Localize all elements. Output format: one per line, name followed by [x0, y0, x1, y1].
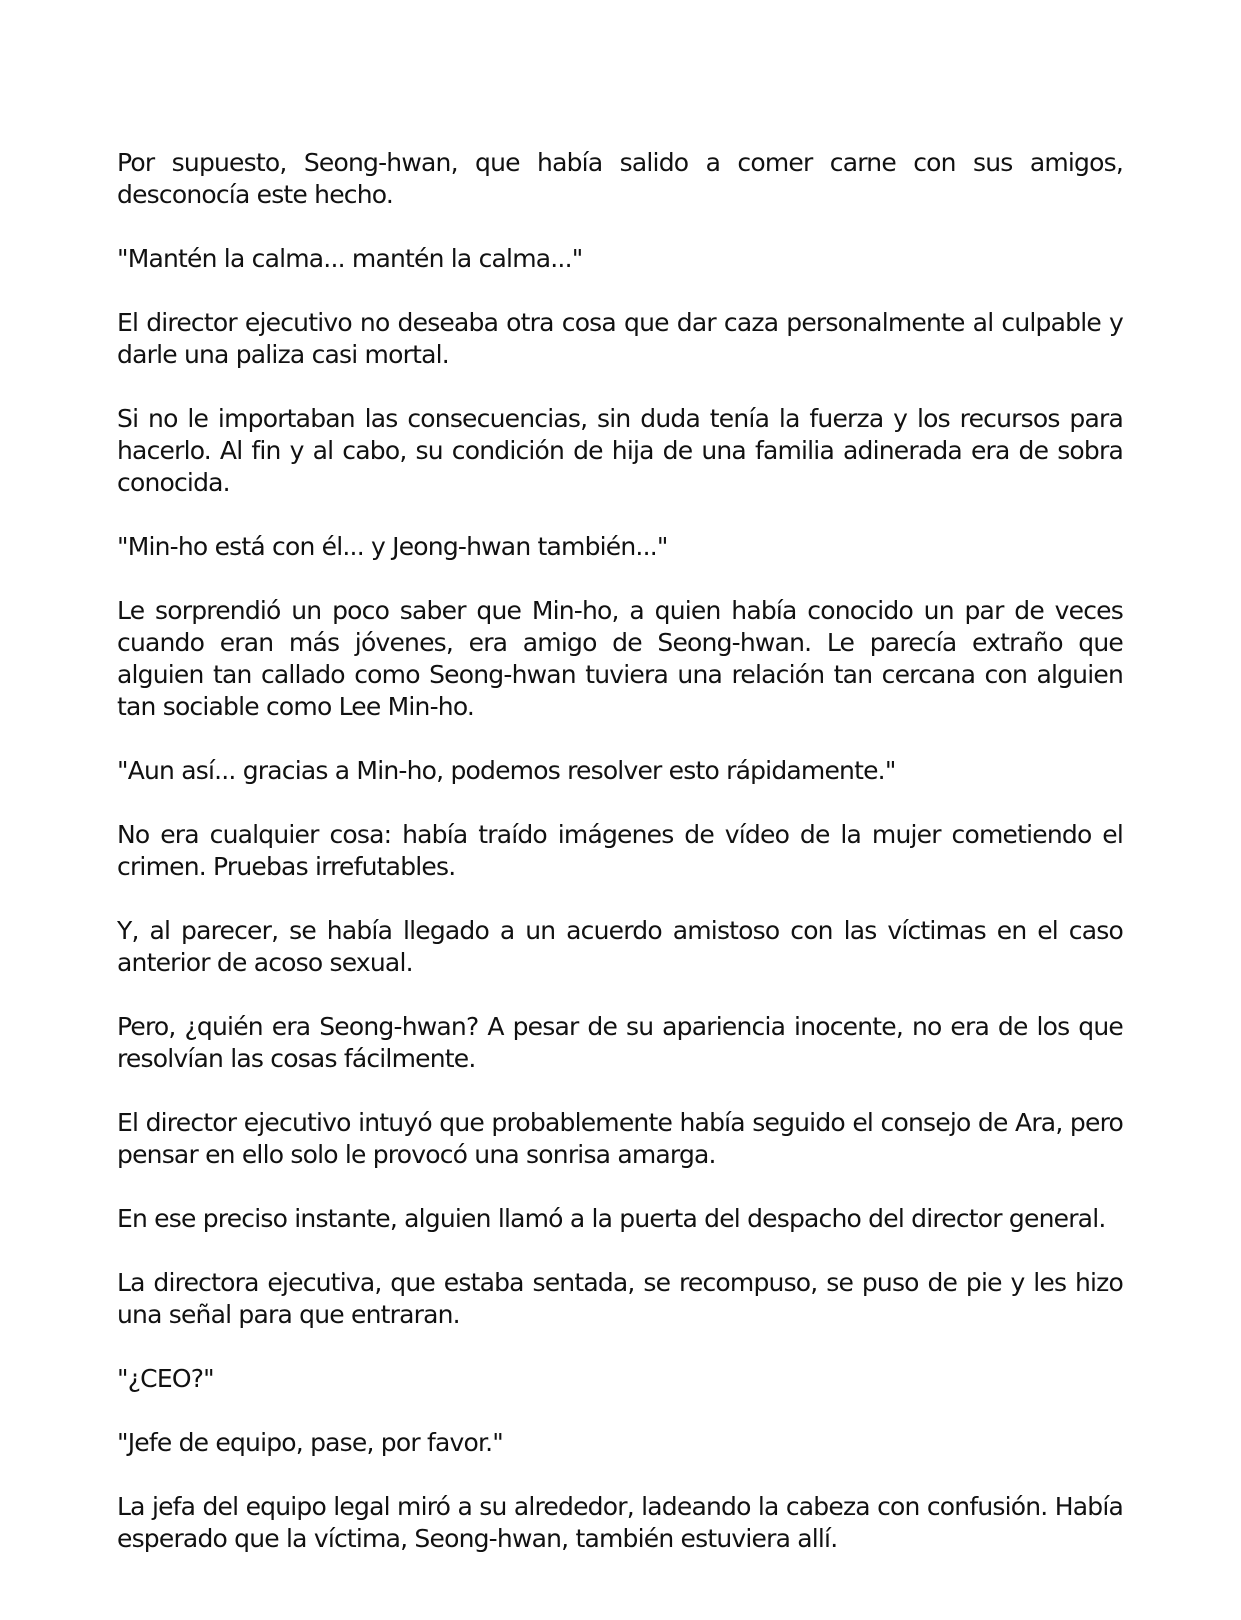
paragraph-5: "Min-ho está con él... y Jeong-hwan también..." — [117, 532, 668, 561]
paragraph-2: "Mantén la calma... mantén la calma..." — [117, 244, 583, 273]
paragraph-15: "Jefe de equipo, pase, por favor." — [117, 1428, 503, 1457]
paragraph-7: "Aun así... gracias a Min-ho, podemos resolver esto rápidamente." — [117, 756, 896, 785]
paragraph-16: La jefa del equipo legal miró a su alrededor, ladeando la cabeza con confusión. Había esperado que la víctima, Seong-hwan, también estuviera allí. — [117, 1492, 1123, 1553]
paragraph-4: Si no le importaban las consecuencias, sin duda tenía la fuerza y los recursos para hacerlo. Al fin y al cabo, su condición de hija de una familia adinerada era de sobra conocida. — [117, 404, 1123, 497]
paragraph-12: En ese preciso instante, alguien llamó a la puerta del despacho del director general. — [117, 1204, 1106, 1233]
paragraph-10: Pero, ¿quién era Seong-hwan? A pesar de su apariencia inocente, no era de los que resolvían las cosas fácilmente. — [117, 1012, 1123, 1073]
paragraph-13: La directora ejecutiva, que estaba sentada, se recompuso, se puso de pie y les hizo una señal para que entraran. — [117, 1268, 1123, 1329]
paragraph-1: Por supuesto, Seong-hwan, que había salido a comer carne con sus amigos, desconocía este hecho. — [117, 148, 1123, 209]
paragraph-11: El director ejecutivo intuyó que probablemente había seguido el consejo de Ara, pero pensar en ello solo le provocó una sonrisa amarga. — [117, 1108, 1123, 1169]
paragraph-6: Le sorprendió un poco saber que Min-ho, a quien había conocido un par de veces cuando eran más jóvenes, era amigo de Seong-hwan. Le parecía extraño que alguien tan callado como Seong-hwan tuviera una relación tan cercana con alguien tan sociable como Lee Min-ho. — [117, 596, 1123, 721]
paragraph-9: Y, al parecer, se había llegado a un acuerdo amistoso con las víctimas en el caso anterior de acoso sexual. — [117, 916, 1123, 977]
paragraph-3: El director ejecutivo no deseaba otra cosa que dar caza personalmente al culpable y darle una paliza casi mortal. — [117, 308, 1123, 369]
paragraph-8: No era cualquier cosa: había traído imágenes de vídeo de la mujer cometiendo el crimen. Pruebas irrefutables. — [117, 820, 1123, 881]
document-body — [117, 147, 1123, 1587]
paragraph-14: "¿CEO?" — [117, 1364, 214, 1393]
